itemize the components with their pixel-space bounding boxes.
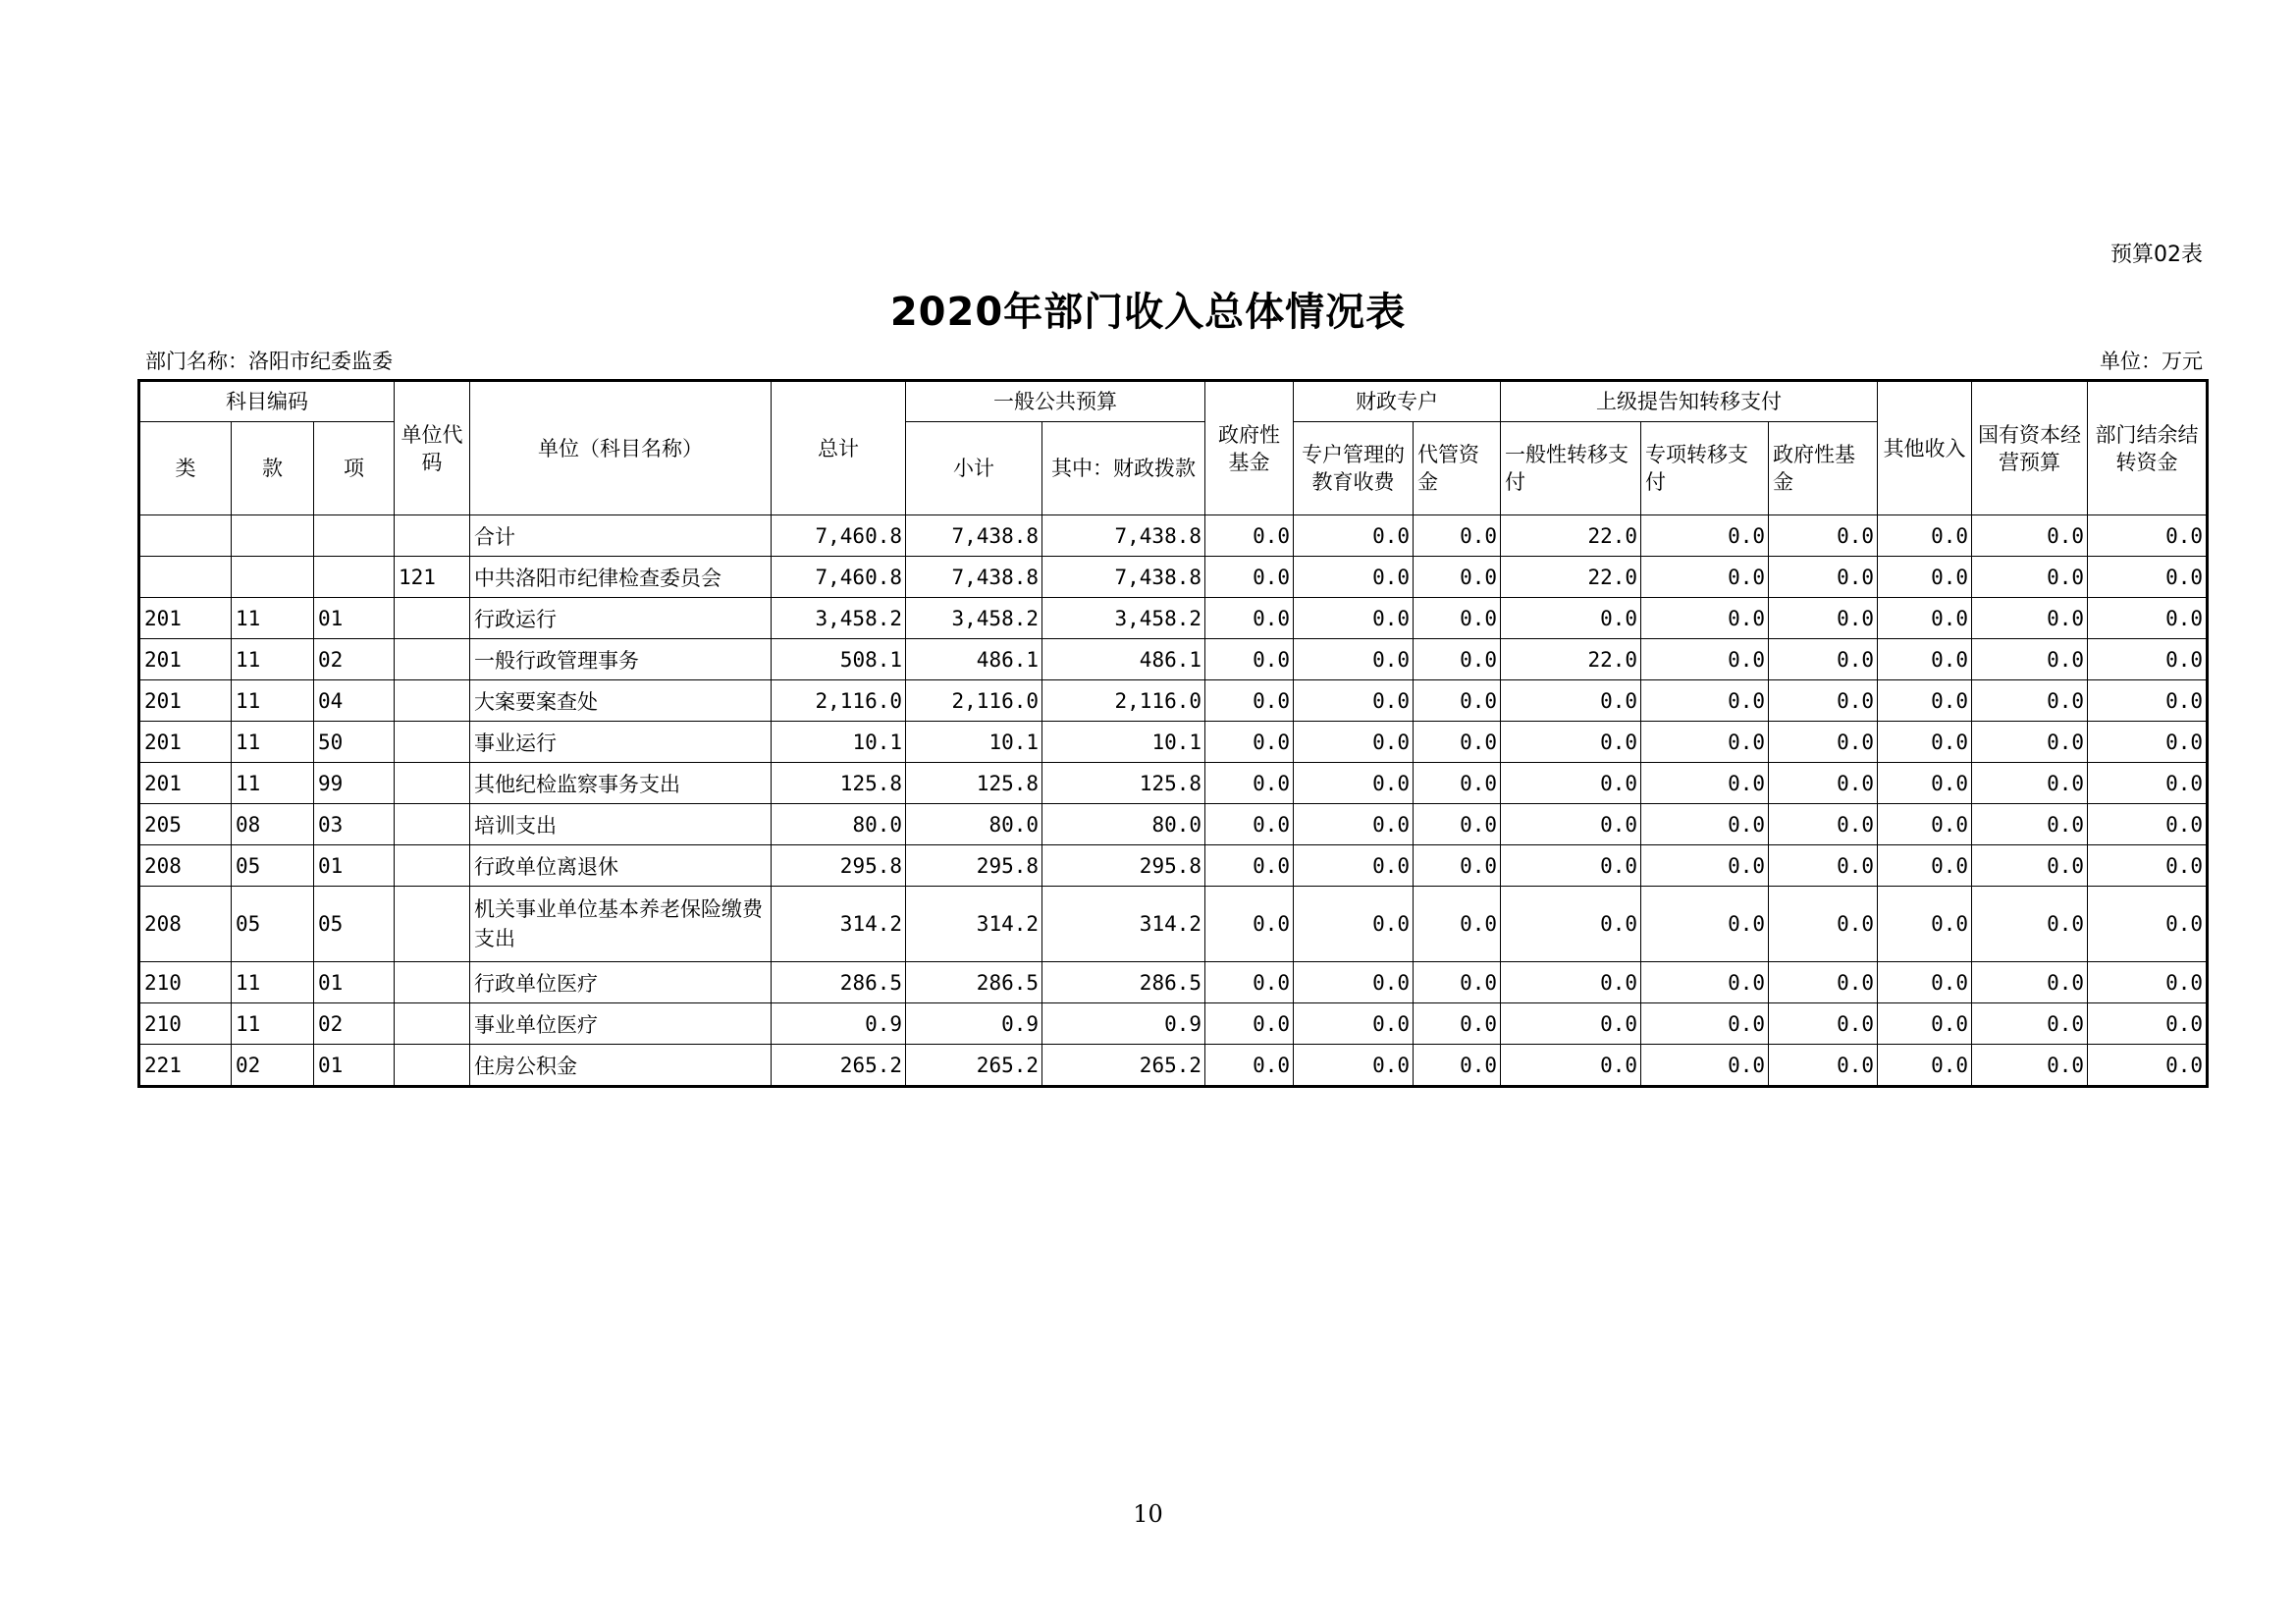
cell-unit-code — [395, 680, 470, 722]
cell-total: 80.0 — [772, 804, 906, 845]
cell-total: 10.1 — [772, 722, 906, 763]
table-row — [139, 763, 2208, 804]
cell-other-income: 0.0 — [1878, 722, 1972, 763]
cell-unit-name: 行政单位医疗 — [470, 962, 772, 1003]
cell-carryover: 0.0 — [2088, 962, 2208, 1003]
cell-custody-fund: 0.0 — [1414, 1045, 1501, 1087]
cell-code-lei: 210 — [139, 962, 232, 1003]
cell-total: 7,460.8 — [772, 557, 906, 598]
cell-carryover: 0.0 — [2088, 1003, 2208, 1045]
header-edu-fee: 专户管理的教育收费 — [1294, 422, 1414, 515]
header-gov-fund-transfer: 政府性基金 — [1769, 422, 1878, 515]
cell-total: 3,458.2 — [772, 598, 906, 639]
cell-code-lei — [139, 515, 232, 557]
cell-gov-fund: 0.0 — [1205, 639, 1294, 680]
cell-general-transfer: 22.0 — [1501, 515, 1641, 557]
cell-fiscal-allocation: 314.2 — [1042, 887, 1205, 962]
cell-total: 295.8 — [772, 845, 906, 887]
cell-fiscal-allocation: 7,438.8 — [1042, 557, 1205, 598]
cell-other-income: 0.0 — [1878, 515, 1972, 557]
cell-gov-fund-transfer: 0.0 — [1769, 763, 1878, 804]
cell-subtotal: 486.1 — [906, 639, 1042, 680]
cell-edu-fee: 0.0 — [1294, 515, 1414, 557]
cell-state-capital: 0.0 — [1972, 1003, 2088, 1045]
cell-gov-fund: 0.0 — [1205, 887, 1294, 962]
cell-subtotal: 265.2 — [906, 1045, 1042, 1087]
cell-special-transfer: 0.0 — [1641, 680, 1769, 722]
header-custody-fund: 代管资金 — [1414, 422, 1501, 515]
cell-subtotal: 0.9 — [906, 1003, 1042, 1045]
cell-unit-name: 其他纪检监察事务支出 — [470, 763, 772, 804]
cell-subtotal: 2,116.0 — [906, 680, 1042, 722]
cell-code-kuan: 11 — [232, 763, 314, 804]
cell-carryover: 0.0 — [2088, 515, 2208, 557]
cell-edu-fee: 0.0 — [1294, 962, 1414, 1003]
page-number: 10 — [1133, 1500, 1163, 1528]
cell-code-kuan: 11 — [232, 680, 314, 722]
cell-unit-name: 合计 — [470, 515, 772, 557]
cell-code-kuan: 05 — [232, 887, 314, 962]
cell-general-transfer: 22.0 — [1501, 639, 1641, 680]
cell-custody-fund: 0.0 — [1414, 515, 1501, 557]
cell-code-xiang: 02 — [314, 639, 395, 680]
cell-general-transfer: 0.0 — [1501, 722, 1641, 763]
cell-custody-fund: 0.0 — [1414, 639, 1501, 680]
header-subtotal: 小计 — [906, 422, 1042, 515]
header-unit-code: 单位代码 — [395, 381, 470, 515]
cell-unit-name: 住房公积金 — [470, 1045, 772, 1087]
cell-unit-name: 培训支出 — [470, 804, 772, 845]
cell-special-transfer: 0.0 — [1641, 639, 1769, 680]
header-state-capital: 国有资本经营预算 — [1972, 381, 2088, 515]
cell-edu-fee: 0.0 — [1294, 722, 1414, 763]
header-total: 总计 — [772, 381, 906, 515]
cell-unit-name: 事业单位医疗 — [470, 1003, 772, 1045]
cell-code-kuan: 11 — [232, 598, 314, 639]
cell-other-income: 0.0 — [1878, 962, 1972, 1003]
cell-fiscal-allocation: 80.0 — [1042, 804, 1205, 845]
cell-custody-fund: 0.0 — [1414, 887, 1501, 962]
cell-state-capital: 0.0 — [1972, 680, 2088, 722]
header-general-transfer: 一般性转移支付 — [1501, 422, 1641, 515]
cell-unit-name: 行政运行 — [470, 598, 772, 639]
cell-code-xiang: 01 — [314, 845, 395, 887]
table-row — [139, 722, 2208, 763]
cell-total: 508.1 — [772, 639, 906, 680]
cell-gov-fund: 0.0 — [1205, 845, 1294, 887]
cell-subtotal: 125.8 — [906, 763, 1042, 804]
table-row — [139, 680, 2208, 722]
cell-carryover: 0.0 — [2088, 763, 2208, 804]
cell-subtotal: 286.5 — [906, 962, 1042, 1003]
cell-state-capital: 0.0 — [1972, 722, 2088, 763]
cell-gov-fund-transfer: 0.0 — [1769, 845, 1878, 887]
header-unit-name: 单位（科目名称） — [470, 381, 772, 515]
cell-special-transfer: 0.0 — [1641, 722, 1769, 763]
table-row — [139, 887, 2208, 962]
cell-gov-fund: 0.0 — [1205, 598, 1294, 639]
cell-code-lei: 201 — [139, 598, 232, 639]
cell-total: 125.8 — [772, 763, 906, 804]
cell-gov-fund-transfer: 0.0 — [1769, 804, 1878, 845]
cell-code-xiang: 50 — [314, 722, 395, 763]
cell-general-transfer: 0.0 — [1501, 804, 1641, 845]
cell-fiscal-allocation: 286.5 — [1042, 962, 1205, 1003]
cell-state-capital: 0.0 — [1972, 598, 2088, 639]
cell-gov-fund: 0.0 — [1205, 962, 1294, 1003]
cell-edu-fee: 0.0 — [1294, 845, 1414, 887]
header-xiang: 项 — [314, 422, 395, 515]
cell-gov-fund-transfer: 0.0 — [1769, 557, 1878, 598]
cell-general-transfer: 0.0 — [1501, 962, 1641, 1003]
cell-gov-fund-transfer: 0.0 — [1769, 598, 1878, 639]
cell-general-transfer: 22.0 — [1501, 557, 1641, 598]
cell-carryover: 0.0 — [2088, 804, 2208, 845]
cell-gov-fund-transfer: 0.0 — [1769, 962, 1878, 1003]
cell-subtotal: 7,438.8 — [906, 557, 1042, 598]
cell-code-xiang: 01 — [314, 1045, 395, 1087]
cell-carryover: 0.0 — [2088, 557, 2208, 598]
cell-unit-code — [395, 804, 470, 845]
form-number: 预算02表 — [2110, 243, 2203, 267]
cell-fiscal-allocation: 10.1 — [1042, 722, 1205, 763]
cell-edu-fee: 0.0 — [1294, 639, 1414, 680]
cell-carryover: 0.0 — [2088, 887, 2208, 962]
cell-other-income: 0.0 — [1878, 887, 1972, 962]
cell-custody-fund: 0.0 — [1414, 680, 1501, 722]
cell-special-transfer: 0.0 — [1641, 887, 1769, 962]
cell-code-lei: 221 — [139, 1045, 232, 1087]
cell-gov-fund-transfer: 0.0 — [1769, 722, 1878, 763]
cell-total: 265.2 — [772, 1045, 906, 1087]
cell-unit-code — [395, 887, 470, 962]
cell-unit-code — [395, 598, 470, 639]
cell-state-capital: 0.0 — [1972, 887, 2088, 962]
cell-gov-fund: 0.0 — [1205, 557, 1294, 598]
cell-code-kuan: 11 — [232, 722, 314, 763]
cell-total: 314.2 — [772, 887, 906, 962]
cell-state-capital: 0.0 — [1972, 515, 2088, 557]
cell-state-capital: 0.0 — [1972, 557, 2088, 598]
cell-total: 286.5 — [772, 962, 906, 1003]
cell-fiscal-allocation: 3,458.2 — [1042, 598, 1205, 639]
cell-edu-fee: 0.0 — [1294, 804, 1414, 845]
table-row — [139, 962, 2208, 1003]
cell-code-lei: 201 — [139, 680, 232, 722]
cell-special-transfer: 0.0 — [1641, 763, 1769, 804]
cell-unit-name: 机关事业单位基本养老保险缴费支出 — [470, 887, 772, 962]
cell-fiscal-allocation: 7,438.8 — [1042, 515, 1205, 557]
cell-special-transfer: 0.0 — [1641, 962, 1769, 1003]
header-special-transfer: 专项转移支付 — [1641, 422, 1769, 515]
cell-subtotal: 10.1 — [906, 722, 1042, 763]
cell-general-transfer: 0.0 — [1501, 1045, 1641, 1087]
cell-special-transfer: 0.0 — [1641, 598, 1769, 639]
cell-special-transfer: 0.0 — [1641, 1003, 1769, 1045]
cell-unit-code — [395, 962, 470, 1003]
cell-state-capital: 0.0 — [1972, 804, 2088, 845]
cell-other-income: 0.0 — [1878, 804, 1972, 845]
header-other-income: 其他收入 — [1878, 381, 1972, 515]
cell-unit-name: 大案要案查处 — [470, 680, 772, 722]
table-row — [139, 1003, 2208, 1045]
cell-general-transfer: 0.0 — [1501, 680, 1641, 722]
cell-custody-fund: 0.0 — [1414, 845, 1501, 887]
cell-code-xiang: 01 — [314, 962, 395, 1003]
cell-code-kuan: 05 — [232, 845, 314, 887]
cell-special-transfer: 0.0 — [1641, 804, 1769, 845]
cell-special-transfer: 0.0 — [1641, 1045, 1769, 1087]
cell-total: 0.9 — [772, 1003, 906, 1045]
income-table — [137, 379, 2209, 1088]
cell-carryover: 0.0 — [2088, 1045, 2208, 1087]
cell-subtotal: 3,458.2 — [906, 598, 1042, 639]
cell-gov-fund-transfer: 0.0 — [1769, 680, 1878, 722]
cell-gov-fund-transfer: 0.0 — [1769, 639, 1878, 680]
cell-code-lei: 201 — [139, 722, 232, 763]
cell-custody-fund: 0.0 — [1414, 557, 1501, 598]
cell-gov-fund-transfer: 0.0 — [1769, 1003, 1878, 1045]
header-subject-code: 科目编码 — [139, 381, 395, 422]
cell-fiscal-allocation: 265.2 — [1042, 1045, 1205, 1087]
cell-edu-fee: 0.0 — [1294, 1045, 1414, 1087]
cell-code-lei — [139, 557, 232, 598]
cell-carryover: 0.0 — [2088, 722, 2208, 763]
cell-gov-fund: 0.0 — [1205, 1003, 1294, 1045]
header-lei: 类 — [139, 422, 232, 515]
cell-general-transfer: 0.0 — [1501, 763, 1641, 804]
cell-special-transfer: 0.0 — [1641, 845, 1769, 887]
cell-code-xiang — [314, 557, 395, 598]
cell-gov-fund: 0.0 — [1205, 515, 1294, 557]
cell-code-kuan: 08 — [232, 804, 314, 845]
cell-unit-code: 121 — [395, 557, 470, 598]
cell-unit-code — [395, 639, 470, 680]
cell-custody-fund: 0.0 — [1414, 804, 1501, 845]
cell-state-capital: 0.0 — [1972, 639, 2088, 680]
header-gov-fund: 政府性基金 — [1205, 381, 1294, 515]
cell-code-kuan: 11 — [232, 639, 314, 680]
cell-fiscal-allocation: 486.1 — [1042, 639, 1205, 680]
header-fiscal-allocation: 其中：财政拨款 — [1042, 422, 1205, 515]
table-row — [139, 598, 2208, 639]
header-carryover: 部门结余结转资金 — [2088, 381, 2208, 515]
cell-code-lei: 208 — [139, 887, 232, 962]
cell-code-xiang: 99 — [314, 763, 395, 804]
cell-state-capital: 0.0 — [1972, 962, 2088, 1003]
cell-subtotal: 295.8 — [906, 845, 1042, 887]
cell-subtotal: 7,438.8 — [906, 515, 1042, 557]
cell-total: 7,460.8 — [772, 515, 906, 557]
cell-gov-fund-transfer: 0.0 — [1769, 1045, 1878, 1087]
cell-custody-fund: 0.0 — [1414, 722, 1501, 763]
cell-total: 2,116.0 — [772, 680, 906, 722]
unit-label: 单位：万元 — [2100, 350, 2203, 373]
cell-gov-fund-transfer: 0.0 — [1769, 887, 1878, 962]
cell-code-xiang: 04 — [314, 680, 395, 722]
cell-special-transfer: 0.0 — [1641, 557, 1769, 598]
cell-gov-fund: 0.0 — [1205, 1045, 1294, 1087]
cell-fiscal-allocation: 2,116.0 — [1042, 680, 1205, 722]
cell-code-lei: 210 — [139, 1003, 232, 1045]
cell-other-income: 0.0 — [1878, 1045, 1972, 1087]
cell-code-kuan: 11 — [232, 962, 314, 1003]
cell-fiscal-allocation: 0.9 — [1042, 1003, 1205, 1045]
cell-other-income: 0.0 — [1878, 557, 1972, 598]
cell-edu-fee: 0.0 — [1294, 1003, 1414, 1045]
cell-other-income: 0.0 — [1878, 763, 1972, 804]
cell-code-lei: 201 — [139, 639, 232, 680]
table-row — [139, 1045, 2208, 1087]
table-row — [139, 639, 2208, 680]
page-title: 2020年部门收入总体情况表 — [889, 290, 1407, 335]
cell-other-income: 0.0 — [1878, 680, 1972, 722]
header-kuan: 款 — [232, 422, 314, 515]
cell-code-xiang: 02 — [314, 1003, 395, 1045]
cell-gov-fund: 0.0 — [1205, 804, 1294, 845]
cell-code-xiang — [314, 515, 395, 557]
cell-code-kuan: 02 — [232, 1045, 314, 1087]
cell-code-kuan — [232, 557, 314, 598]
cell-custody-fund: 0.0 — [1414, 763, 1501, 804]
header-general-budget: 一般公共预算 — [906, 381, 1205, 422]
cell-subtotal: 314.2 — [906, 887, 1042, 962]
cell-fiscal-allocation: 125.8 — [1042, 763, 1205, 804]
cell-other-income: 0.0 — [1878, 639, 1972, 680]
cell-unit-name: 一般行政管理事务 — [470, 639, 772, 680]
cell-general-transfer: 0.0 — [1501, 598, 1641, 639]
cell-state-capital: 0.0 — [1972, 1045, 2088, 1087]
cell-unit-name: 事业运行 — [470, 722, 772, 763]
cell-gov-fund: 0.0 — [1205, 763, 1294, 804]
cell-general-transfer: 0.0 — [1501, 887, 1641, 962]
cell-custody-fund: 0.0 — [1414, 962, 1501, 1003]
cell-other-income: 0.0 — [1878, 598, 1972, 639]
cell-other-income: 0.0 — [1878, 845, 1972, 887]
cell-edu-fee: 0.0 — [1294, 598, 1414, 639]
cell-code-xiang: 03 — [314, 804, 395, 845]
table-row — [139, 804, 2208, 845]
cell-gov-fund-transfer: 0.0 — [1769, 515, 1878, 557]
table-row — [139, 557, 2208, 598]
department-name: 部门名称：洛阳市纪委监委 — [145, 350, 393, 373]
cell-general-transfer: 0.0 — [1501, 845, 1641, 887]
cell-code-xiang: 05 — [314, 887, 395, 962]
cell-carryover: 0.0 — [2088, 598, 2208, 639]
cell-state-capital: 0.0 — [1972, 763, 2088, 804]
cell-edu-fee: 0.0 — [1294, 680, 1414, 722]
cell-unit-code — [395, 1045, 470, 1087]
cell-unit-code — [395, 845, 470, 887]
cell-edu-fee: 0.0 — [1294, 763, 1414, 804]
cell-fiscal-allocation: 295.8 — [1042, 845, 1205, 887]
cell-unit-name: 行政单位离退休 — [470, 845, 772, 887]
header-fiscal-special: 财政专户 — [1294, 381, 1501, 422]
cell-special-transfer: 0.0 — [1641, 515, 1769, 557]
cell-unit-code — [395, 1003, 470, 1045]
cell-custody-fund: 0.0 — [1414, 598, 1501, 639]
cell-code-lei: 201 — [139, 763, 232, 804]
cell-carryover: 0.0 — [2088, 845, 2208, 887]
cell-code-xiang: 01 — [314, 598, 395, 639]
table-row — [139, 515, 2208, 557]
cell-custody-fund: 0.0 — [1414, 1003, 1501, 1045]
header-upper-transfer: 上级提告知转移支付 — [1501, 381, 1878, 422]
cell-edu-fee: 0.0 — [1294, 887, 1414, 962]
cell-general-transfer: 0.0 — [1501, 1003, 1641, 1045]
cell-unit-name: 中共洛阳市纪律检查委员会 — [470, 557, 772, 598]
cell-unit-code — [395, 763, 470, 804]
cell-code-lei: 208 — [139, 845, 232, 887]
cell-other-income: 0.0 — [1878, 1003, 1972, 1045]
cell-edu-fee: 0.0 — [1294, 557, 1414, 598]
table-row — [139, 845, 2208, 887]
cell-state-capital: 0.0 — [1972, 845, 2088, 887]
cell-code-kuan — [232, 515, 314, 557]
cell-code-kuan: 11 — [232, 1003, 314, 1045]
cell-unit-code — [395, 515, 470, 557]
cell-code-lei: 205 — [139, 804, 232, 845]
cell-carryover: 0.0 — [2088, 680, 2208, 722]
cell-gov-fund: 0.0 — [1205, 722, 1294, 763]
cell-gov-fund: 0.0 — [1205, 680, 1294, 722]
cell-subtotal: 80.0 — [906, 804, 1042, 845]
cell-unit-code — [395, 722, 470, 763]
cell-carryover: 0.0 — [2088, 639, 2208, 680]
